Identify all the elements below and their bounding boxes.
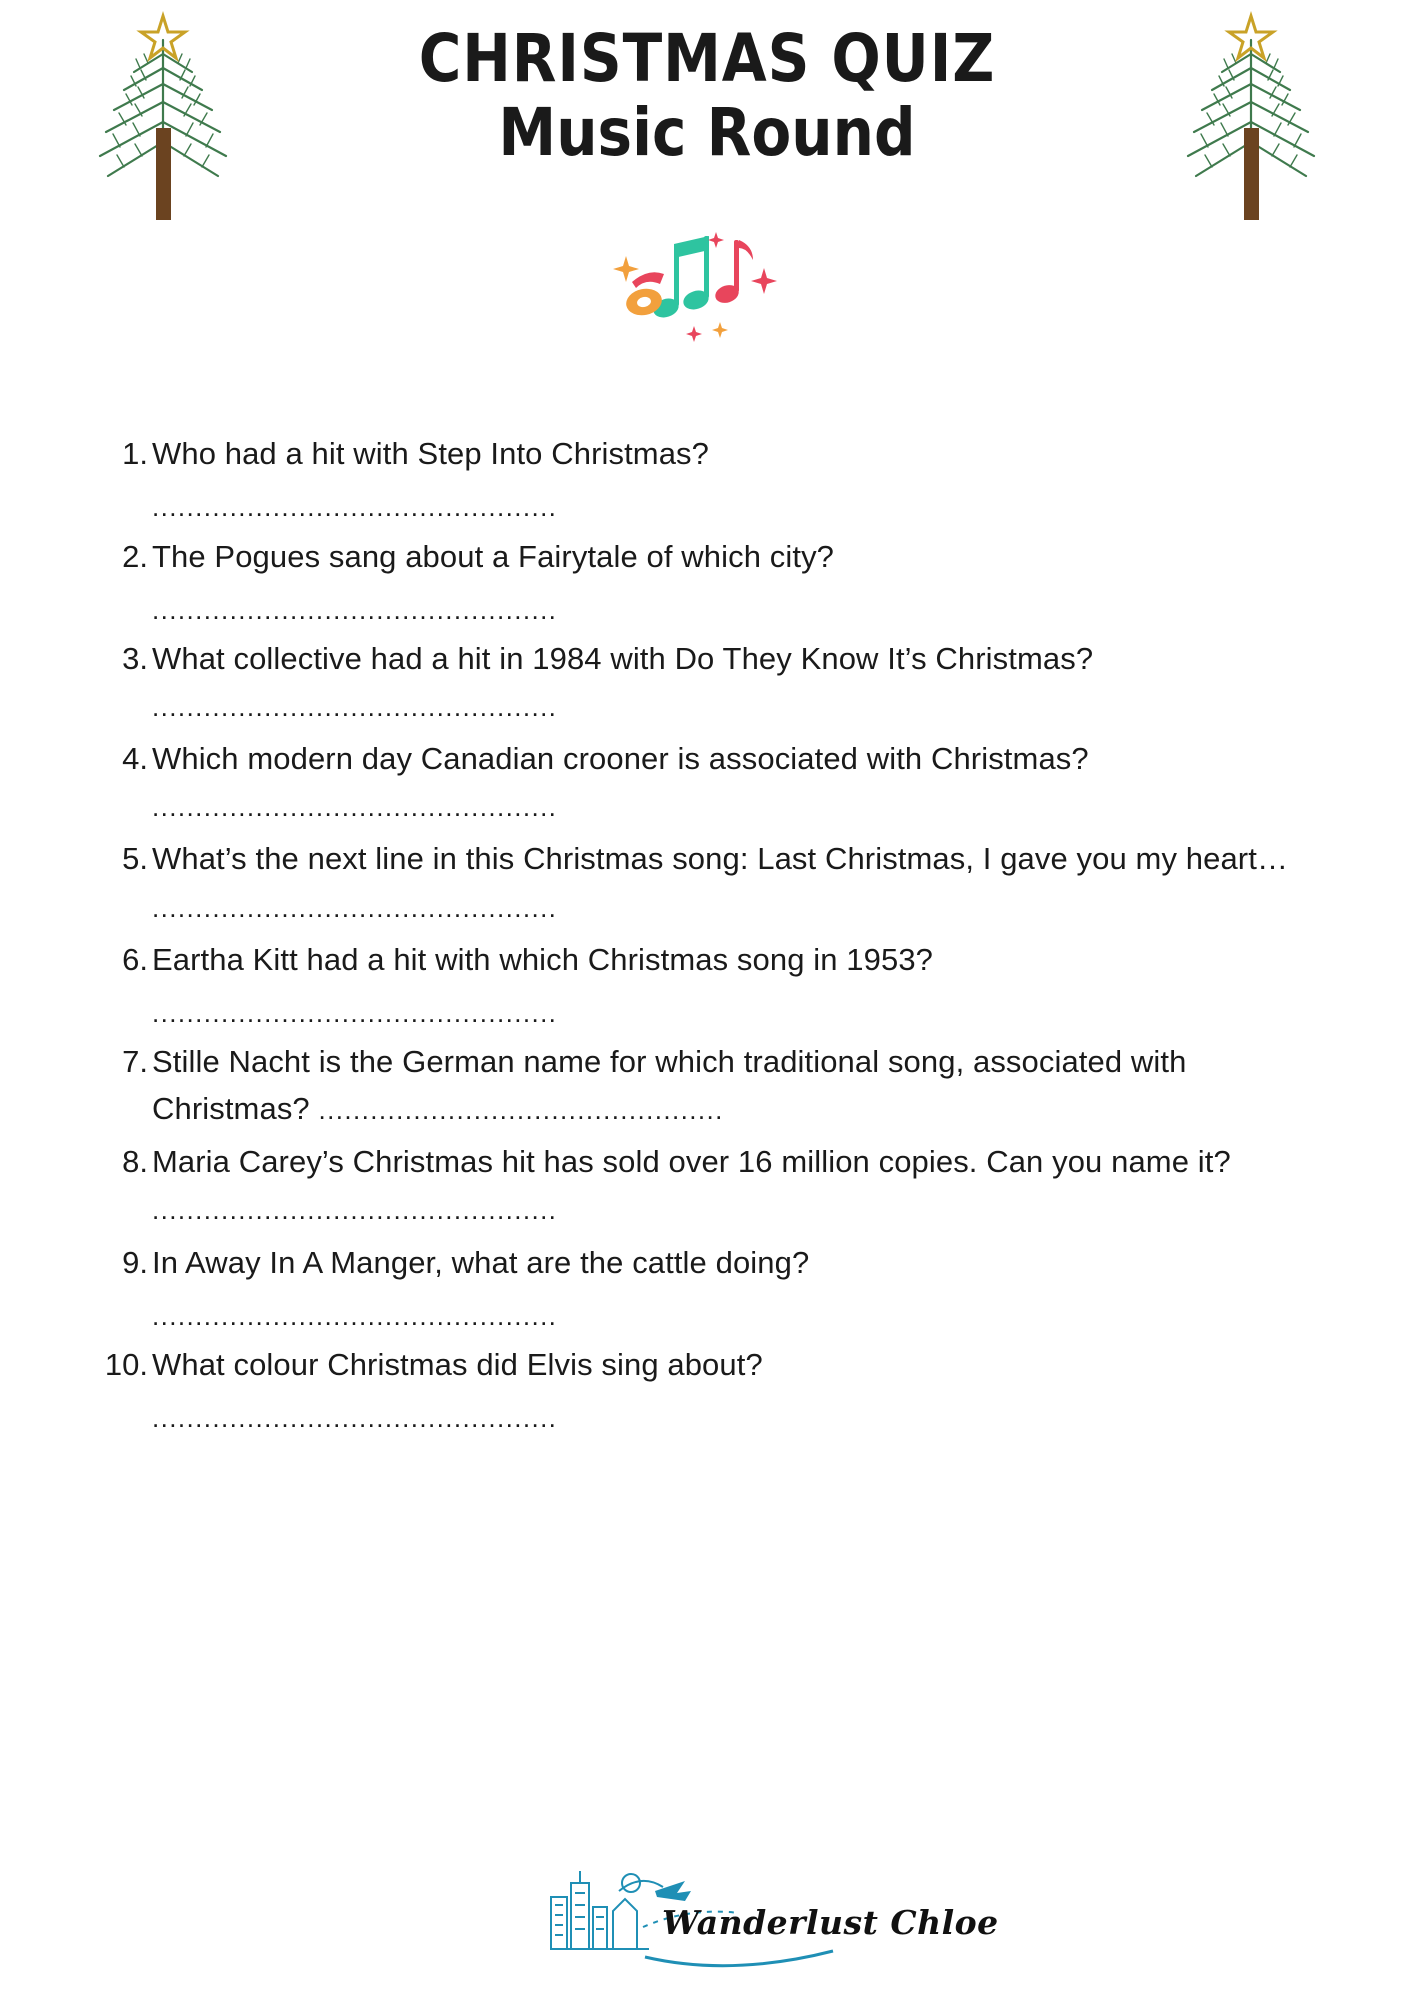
question-number: 8. — [122, 1144, 148, 1180]
brand-logo[interactable] — [527, 1861, 999, 1971]
page-title — [0, 20, 1414, 172]
page-header — [0, 0, 1414, 250]
question-label: Eartha Kitt had a hit with which Christmas song in 1953? — [152, 941, 934, 977]
question-number: 3. — [122, 641, 148, 676]
answer-line[interactable]: ............................................... — [152, 997, 558, 1028]
question-text — [152, 1239, 1318, 1286]
question-item — [96, 1138, 1318, 1232]
question-item — [96, 735, 1318, 829]
answer-line[interactable]: ............................................... — [152, 492, 558, 523]
question-text — [152, 735, 1318, 829]
answer-line[interactable]: ............................................... — [152, 692, 558, 723]
title-line-1: CHRISTMAS QUIZ — [418, 20, 996, 97]
question-label: What colour Christmas did Elvis sing about? — [152, 1347, 763, 1383]
question-label: What’s the next line in this Christmas song: Last Christmas, I gave you my heart… — [152, 841, 1289, 877]
question-label: Stille Nacht is the German name for which traditional song, associated with Christmas? — [152, 1044, 1187, 1127]
question-item — [96, 1038, 1318, 1132]
question-text — [152, 936, 1318, 983]
question-number: 1. — [122, 436, 148, 471]
question-item — [96, 430, 1318, 477]
question-number: 5. — [122, 841, 148, 877]
question-item — [96, 1341, 1318, 1388]
question-text — [152, 1038, 1318, 1132]
music-notes-icon — [612, 222, 802, 342]
question-label: In Away In A Manger, what are the cattle doing? — [152, 1244, 810, 1280]
question-text — [152, 1341, 1318, 1388]
question-label: Which modern day Canadian crooner is associated with Christmas? — [152, 741, 1089, 777]
question-text — [152, 635, 1318, 729]
question-text — [152, 430, 1318, 477]
answer-line[interactable]: ............................................... — [152, 594, 558, 625]
question-text — [152, 533, 1318, 580]
question-item — [96, 635, 1318, 729]
brand-name: Wanderlust Chloe — [662, 1903, 999, 1942]
question-label: What collective had a hit in 1984 with Do They Know It’s Christmas? — [152, 641, 1094, 676]
answer-line[interactable]: ............................................... — [152, 892, 558, 923]
answer-line[interactable]: ............................................... — [152, 1403, 558, 1434]
answer-line[interactable]: ............................................... — [152, 792, 558, 823]
answer-line[interactable]: ............................................... — [152, 1300, 558, 1331]
question-text — [152, 835, 1318, 929]
question-number: 4. — [122, 741, 148, 777]
question-number: 9. — [122, 1244, 148, 1280]
question-list — [96, 430, 1318, 1444]
answer-line[interactable]: ............................................... — [152, 1195, 558, 1226]
answer-line[interactable]: ............................................... — [318, 1095, 724, 1126]
question-number: 6. — [122, 941, 148, 977]
question-item — [96, 1239, 1318, 1286]
question-number: 7. — [122, 1044, 148, 1080]
question-number: 2. — [122, 538, 148, 574]
question-item — [96, 533, 1318, 580]
question-item — [96, 936, 1318, 983]
question-item — [96, 835, 1318, 929]
footer — [0, 1861, 1414, 1976]
question-label: The Pogues sang about a Fairytale of which city? — [152, 538, 835, 574]
question-text — [152, 1138, 1318, 1232]
question-number: 10. — [104, 1347, 148, 1383]
question-label: Maria Carey’s Christmas hit has sold over 16 million copies. Can you name it? — [152, 1144, 1231, 1180]
question-label: Who had a hit with Step Into Christmas? — [152, 436, 709, 471]
title-line-2: Music Round — [498, 94, 916, 172]
